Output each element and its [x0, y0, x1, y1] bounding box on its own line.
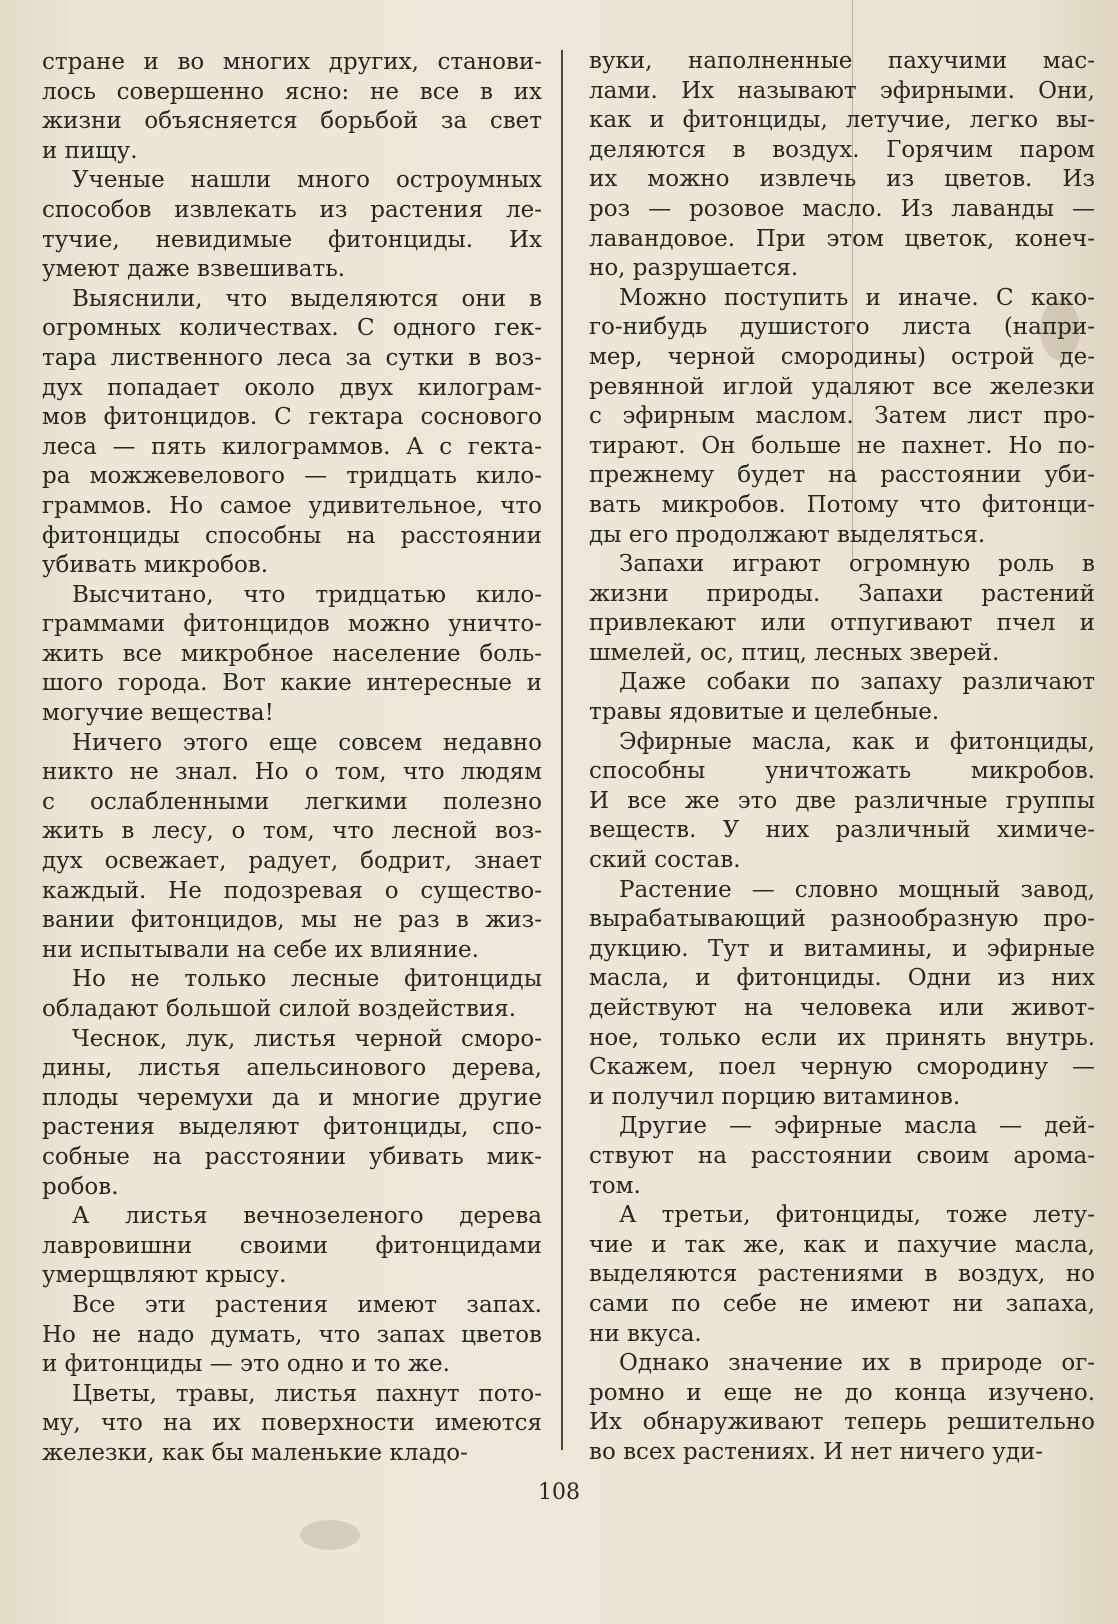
text-line: убивать микробов.: [42, 552, 269, 579]
text-line: жизни природы. Запахи растений: [589, 580, 1095, 607]
text-line: граммами фитонцидов можно уничто-: [42, 611, 542, 638]
text-line: робов.: [42, 1173, 119, 1200]
text-line: жить в лесу, о том, что лесной воз-: [42, 818, 542, 845]
right-text-column: [589, 47, 1095, 1468]
paragraph: [589, 668, 1095, 727]
paragraph: [42, 729, 542, 966]
text-line: И все же это две различные группы: [589, 787, 1095, 814]
text-line: Запахи играют огромную роль в: [619, 551, 1095, 578]
text-line: дины, листья апельсинового дерева,: [42, 1055, 542, 1082]
text-line: чие и так же, как и пахучие масла,: [589, 1231, 1095, 1258]
paragraph: [589, 1349, 1095, 1467]
text-line: собные на расстоянии убивать мик-: [42, 1143, 542, 1170]
paragraph: [42, 965, 542, 1024]
text-line: Цветы, травы, листья пахнут пото-: [72, 1380, 542, 1407]
text-line: шого города. Вот какие интересные и: [42, 670, 542, 697]
text-line: их можно извлечь из цветов. Из: [589, 166, 1095, 193]
text-line: ни испытывали на себе их влияние.: [42, 936, 479, 963]
text-line: вырабатывающий разнообразную про-: [589, 906, 1095, 933]
text-line: тара лиственного леса за сутки в воз-: [42, 344, 542, 371]
text-line: лавровишни своими фитонцидами: [42, 1232, 542, 1259]
paper-stain: [300, 1520, 360, 1550]
text-line: могучие вещества!: [42, 700, 274, 727]
text-line: как и фитонциды, летучие, легко вы-: [589, 107, 1095, 134]
text-line: Можно поступить и иначе. С како-: [619, 284, 1095, 311]
text-line: масла, и фитонциды. Одни из них: [589, 965, 1095, 992]
paragraph: [589, 1112, 1095, 1201]
text-line: мер, черной смородины) острой де-: [589, 343, 1095, 370]
text-line: никто не знал. Но о том, что людям: [42, 759, 542, 786]
text-line: му, что на их поверхности имеются: [42, 1410, 542, 1437]
paragraph: [589, 876, 1095, 1113]
text-line: деляются в воздух. Горячим паром: [589, 136, 1095, 163]
text-line: но, разрушается.: [589, 255, 799, 282]
text-line: Ученые нашли много остроумных: [72, 167, 542, 194]
text-line: и получил порцию витаминов.: [589, 1083, 961, 1110]
text-line: Выяснили, что выделяются они в: [72, 285, 542, 312]
text-line: прежнему будет на расстоянии уби-: [589, 462, 1095, 489]
paragraph: [589, 728, 1095, 876]
text-line: лось совершенно ясно: не все в их: [42, 78, 542, 105]
text-line: огромных количествах. С одного гек-: [42, 315, 542, 342]
paragraph: [589, 284, 1095, 550]
text-line: лавандовое. При этом цветок, конеч-: [589, 225, 1095, 252]
paragraph: [42, 48, 542, 166]
text-line: Но не надо думать, что запах цветов: [42, 1321, 542, 1348]
text-line: Растение — словно мощный завод,: [619, 876, 1095, 903]
text-line: дукцию. Тут и витамины, и эфирные: [589, 935, 1095, 962]
text-line: ствуют на расстоянии своим арома-: [589, 1142, 1095, 1169]
text-line: и пищу.: [42, 137, 138, 164]
text-line: Ничего этого еще совсем недавно: [72, 729, 542, 756]
text-line: леса — пять килограммов. А с гекта-: [42, 433, 542, 460]
text-line: сами по себе не имеют ни запаха,: [589, 1290, 1095, 1317]
text-line: ра можжевелового — тридцать кило-: [42, 463, 542, 490]
text-line: Высчитано, что тридцатью кило-: [72, 581, 542, 608]
text-line: железки, как бы маленькие кладо-: [42, 1439, 468, 1466]
text-line: ды его продолжают выделяться.: [589, 521, 986, 548]
text-line: ромно и еще не до конца изучено.: [589, 1379, 1095, 1406]
text-line: веществ. У них различный химиче-: [589, 817, 1095, 844]
text-line: ное, только если их принять внутрь.: [589, 1024, 1095, 1051]
text-line: Чеснок, лук, листья черной сморо-: [72, 1025, 542, 1052]
text-line: А третьи, фитонциды, тоже лету-: [619, 1202, 1095, 1229]
text-line: роз — розовое масло. Из лаванды —: [589, 195, 1095, 222]
text-line: Их обнаруживают теперь решительно: [589, 1409, 1095, 1436]
text-line: Другие — эфирные масла — дей-: [619, 1113, 1095, 1140]
text-line: плоды черемухи да и многие другие: [42, 1084, 542, 1111]
text-line: привлекают или отпугивают пчел и: [589, 610, 1095, 637]
paragraph: [42, 1202, 542, 1291]
paragraph: [42, 1380, 542, 1469]
text-line: А листья вечнозеленого дерева: [72, 1203, 542, 1230]
text-line: граммов. Но самое удивительное, что: [42, 492, 542, 519]
text-line: лами. Их называют эфирными. Они,: [589, 77, 1095, 104]
text-line: тучие, невидимые фитонциды. Их: [42, 226, 542, 253]
text-line: каждый. Не подозревая о существо-: [42, 877, 542, 904]
text-line: Эфирные масла, как и фитонциды,: [619, 728, 1095, 755]
text-line: ни вкуса.: [589, 1320, 702, 1347]
text-line: во всех растениях. И нет ничего уди-: [589, 1438, 1044, 1465]
text-line: дух освежает, радует, бодрит, знает: [42, 848, 542, 875]
text-line: жизни объясняется борьбой за свет: [42, 108, 542, 135]
text-line: вать микробов. Потому что фитонци-: [589, 491, 1095, 518]
text-line: умеют даже взвешивать.: [42, 256, 346, 283]
paragraph: [589, 550, 1095, 668]
text-line: стране и во многих других, станови-: [42, 49, 542, 75]
text-line: том.: [589, 1172, 641, 1199]
text-line: Но не только лесные фитонциды: [72, 966, 542, 993]
text-line: действуют на человека или живот-: [589, 995, 1095, 1021]
text-line: способны уничтожать микробов.: [589, 758, 1095, 785]
text-line: вании фитонцидов, мы не раз в жиз-: [42, 907, 542, 934]
text-line: шмелей, ос, птиц, лесных зверей.: [589, 639, 1000, 666]
text-line: травы ядовитые и целебные.: [589, 699, 940, 726]
text-line: Даже собаки по запаху различают: [619, 669, 1095, 696]
paragraph: [42, 1025, 542, 1203]
text-line: жить все микробное население боль-: [42, 640, 542, 667]
text-line: Однако значение их в природе ог-: [619, 1350, 1095, 1377]
text-line: растения выделяют фитонциды, спо-: [42, 1114, 542, 1141]
text-line: способов извлекать из растения ле-: [42, 196, 542, 223]
text-line: ский состав.: [589, 847, 741, 874]
column-divider: [561, 50, 563, 1450]
text-line: и фитонциды — это одно и то же.: [42, 1351, 450, 1378]
text-line: мов фитонцидов. С гектара соснового: [42, 404, 542, 431]
text-line: Все эти растения имеют запах.: [72, 1291, 542, 1318]
paragraph: [589, 47, 1095, 284]
page-number: 108: [538, 1480, 580, 1505]
text-line: умерщвляют крысу.: [42, 1262, 287, 1289]
text-line: с ослабленными легкими полезно: [42, 788, 542, 815]
text-line: с эфирным маслом. Затем лист про-: [589, 403, 1095, 430]
paragraph: [42, 1291, 542, 1380]
text-line: фитонциды способны на расстоянии: [42, 522, 542, 549]
text-line: выделяются растениями в воздух, но: [589, 1261, 1095, 1288]
left-text-column: [42, 48, 542, 1469]
paragraph: [42, 285, 542, 581]
text-line: ревянной иглой удаляют все железки: [589, 373, 1095, 400]
text-line: го-нибудь душистого листа (напри-: [589, 314, 1095, 341]
text-line: дух попадает около двух килограм-: [42, 374, 542, 401]
text-line: обладают большой силой воздействия.: [42, 996, 517, 1022]
text-line: вуки, наполненные пахучими мас-: [589, 48, 1095, 74]
paragraph: [42, 166, 542, 284]
paragraph: [589, 1201, 1095, 1349]
text-line: тирают. Он больше не пахнет. Но по-: [589, 432, 1095, 459]
paragraph: [42, 581, 542, 729]
text-line: Скажем, поел черную смородину —: [589, 1054, 1095, 1081]
